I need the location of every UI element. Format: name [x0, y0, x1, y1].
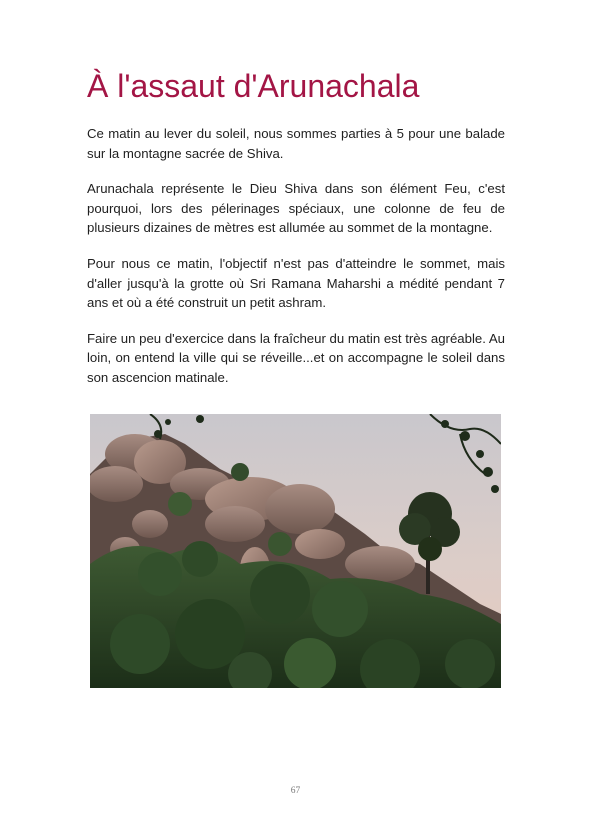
page-title: À l'assaut d'Arunachala — [87, 68, 420, 104]
paragraph-4: Faire un peu d'exercice dans la fraîcheur du matin est très agréable. Au loin, on entend la ville qui se réveille...et on accompagne le soleil dans son ascencion matinale. — [87, 330, 505, 385]
body-text — [87, 124, 505, 404]
paragraph-1: Ce matin au lever du soleil, nous sommes parties à 5 pour une balade sur la montagne sacrée de Shiva. — [87, 126, 505, 161]
paragraph-3: Pour nous ce matin, l'objectif n'est pas d'atteindre le sommet, mais d'aller jusqu'à la grotte où Sri Ramana Maharshi a médité pendant 7 ans et où a été construit un petit ashram. — [87, 255, 505, 311]
mountain-photo — [90, 414, 501, 688]
paragraph-2: Arunachala représente le Dieu Shiva dans son élément Feu, c'est pourquoi, lors des pélerinages spéciaux, une colonne de feu de plusieurs dizaines de mètres est allumée au sommet de la montagne. — [87, 181, 505, 236]
page-number: 67 — [290, 786, 301, 796]
